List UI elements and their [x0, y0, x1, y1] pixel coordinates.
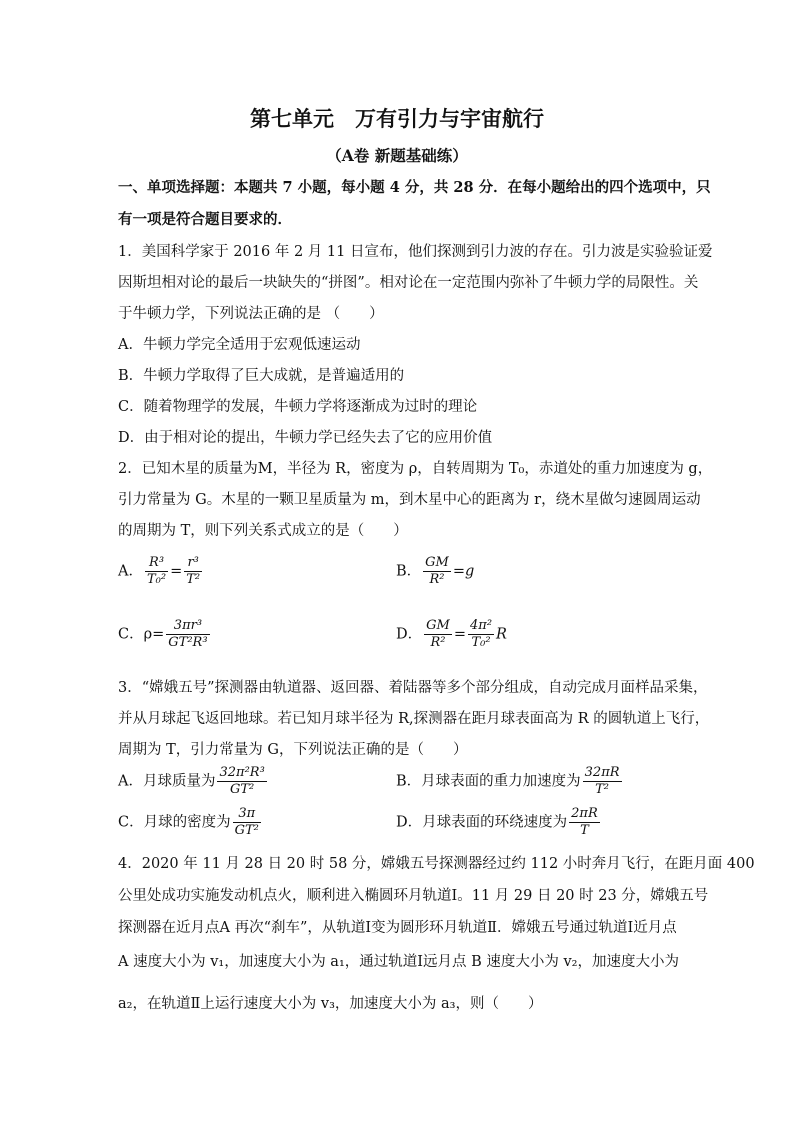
q4-line2: 公里处成功实施发动机点火，顺利进入椭圆环月轨道Ⅰ。11 月 29 日 20 时 23 分，嫦娥五号	[118, 888, 709, 904]
fraction: $\frac{3\pi}{\text{GT²}}$	[234, 806, 259, 838]
fraction: $\frac{\text{r³}}{\text{T²}}$	[186, 555, 201, 587]
q4-line1: 4．2020 年 11 月 28 日 20 时 58 分，嫦娥五号探测器经过约 112 小时奔月飞行，在距月面 400	[118, 856, 755, 872]
q2-option-c: C．ρ= $\frac{\text{3πr³}}{\text{GT²R³}}$	[118, 618, 208, 650]
q3-line1: 3．“嫦娥五号”探测器由轨道器、返回器、着陆器等多个部分组成，自动完成月面样品采集，	[118, 680, 708, 696]
fraction: $\frac{GM}{\text{R²}}$	[425, 555, 449, 587]
q2-option-b: B． $\frac{GM}{\text{R²}}$ =g	[396, 555, 475, 587]
q1-option-a: A．牛顿力学完全适用于宏观低速运动	[118, 337, 361, 353]
q2-option-d: D． $\frac{GM}{\text{R²}}$ = $\frac{\text{4π²}}{\text{T₀²}}$ R	[396, 618, 507, 650]
q1-line3: 于牛顿力学，下列说法正确的是 （ ）	[118, 306, 384, 322]
q1-line1: 1．美国科学家于 2016 年 2 月 11 日宣布，他们探测到引力波的存在。引力波是实验验证爱	[118, 244, 713, 260]
section-heading-line1: 一、单项选择题：本题共 7 小题，每小题 4 分，共 28 分．在每小题给出的四个选项中，只	[118, 179, 711, 196]
q2-line3: 的周期为 T，则下列关系式成立的是（ ）	[118, 523, 408, 539]
q3-option-c: C．月球的密度为 $\frac{3\pi}{\text{GT²}}$	[118, 806, 259, 838]
fraction: $\frac{\text{32π²R³}}{\text{GT²}}$	[219, 765, 265, 797]
page-title: 第七单元 万有引力与宇宙航行	[250, 106, 544, 131]
q2-option-a: A． $\frac{\text{R³}}{\text{T₀²}}$ = $\frac{\text{r³}}{\text{T²}}$	[118, 555, 201, 587]
q4-line4: A 速度大小为 v₁，加速度大小为 a₁，通过轨道Ⅰ远月点 B 速度大小为 v₂，加速度大小为	[118, 954, 679, 970]
q1-option-c: C．随着物理学的发展，牛顿力学将逐渐成为过时的理论	[118, 399, 478, 415]
fraction: $\frac{GM}{\text{R²}}$	[426, 618, 450, 650]
fraction: $\frac{32\pi R}{\text{T²}}$	[584, 765, 620, 797]
fraction: $\frac{\text{4π²}}{\text{T₀²}}$	[470, 618, 493, 650]
q3-option-b: B．月球表面的重力加速度为 $\frac{32\pi R}{\text{T²}}$	[396, 765, 620, 797]
q3-line3: 周期为 T，引力常量为 G，下列说法正确的是（ ）	[118, 742, 468, 758]
q2-line2: 引力常量为 G。木星的一颗卫星质量为 m，到木星中心的距离为 r，绕木星做匀速圆周运动	[118, 492, 701, 508]
fraction: $\frac{\text{R³}}{\text{T₀²}}$	[146, 555, 167, 587]
q1-line2: 因斯坦相对论的最后一块缺失的“拼图”。相对论在一定范围内弥补了牛顿力学的局限性。关	[118, 275, 699, 291]
page-subtitle: （A卷 新题基础练）	[326, 146, 468, 165]
q3-option-a: A．月球质量为 $\frac{\text{32π²R³}}{\text{GT²}}$	[118, 765, 265, 797]
q1-option-b: B．牛顿力学取得了巨大成就，是普遍适用的	[118, 368, 405, 384]
q4-line5: a₂，在轨道Ⅱ上运行速度大小为 v₃，加速度大小为 a₃，则（ ）	[118, 996, 543, 1012]
section-heading-line2: 有一项是符合题目要求的．	[118, 211, 292, 228]
fraction: $\frac{\text{3πr³}}{\text{GT²R³}}$	[168, 618, 208, 650]
q4-line3: 探测器在近月点A 再次“刹车”，从轨道Ⅰ变为圆形环月轨道Ⅱ．嫦娥五号通过轨道Ⅰ近月点	[118, 920, 677, 936]
q1-option-d: D．由于相对论的提出，牛顿力学已经失去了它的应用价值	[118, 430, 493, 446]
q2-line1: 2．已知木星的质量为M，半径为 R，密度为 ρ，自转周期为 T₀，赤道处的重力加速度为 g，	[118, 461, 713, 477]
fraction: $\frac{2\pi R}{T}$	[571, 806, 598, 838]
q3-option-d: D．月球表面的环绕速度为 $\frac{2\pi R}{T}$	[396, 806, 598, 838]
q3-line2: 并从月球起飞返回地球。若已知月球半径为 R,探测器在距月球表面高为 R 的圆轨道上飞行，	[118, 711, 710, 727]
